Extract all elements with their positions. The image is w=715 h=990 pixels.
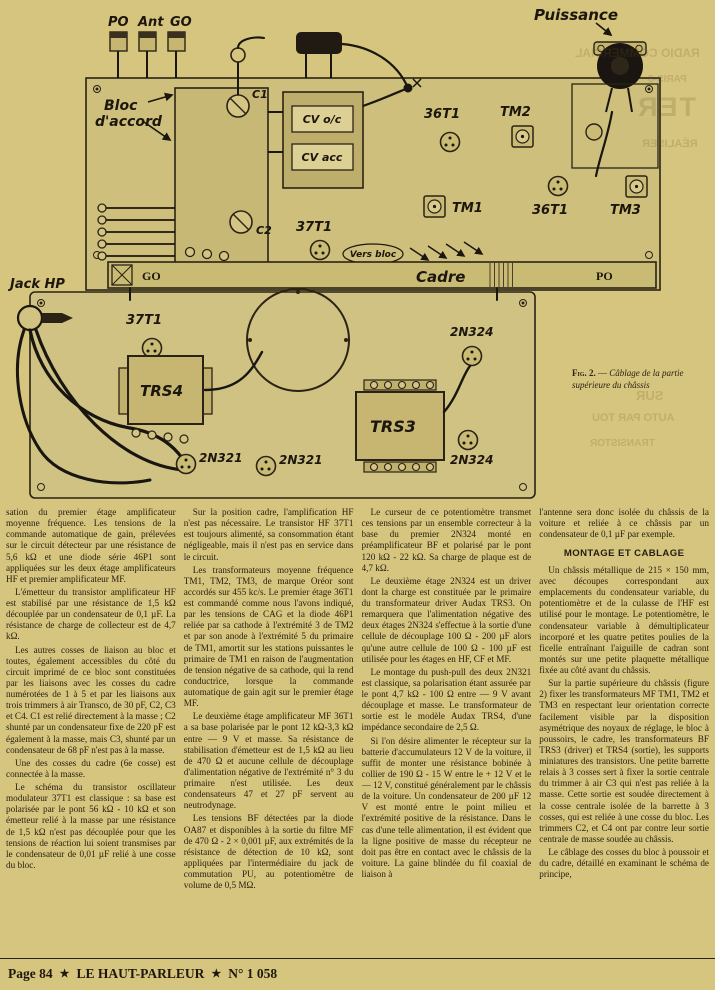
cadre-bar bbox=[108, 262, 656, 288]
chassis-bottom-plate bbox=[30, 292, 535, 498]
bleedthrough-text: TRANSISTOR bbox=[590, 438, 655, 449]
paragraph: Le montage du push-pull des deux 2N321 est classique, sa polarisation étant assurée par le pont 4,7 kΩ - 100 Ω entre — 9 V avant découplage et masse. Le transformateur de sortie est le modèle Audax TRS4, d'une impédance secondaire de 2,5 Ω. bbox=[361, 666, 532, 733]
paragraph: l'antenne sera donc isolée du châssis de la voiture et reliée à ce châssis par un condensateur de 0,1 µF par exemple. bbox=[539, 507, 709, 540]
tm3-label: TM3 bbox=[610, 203, 641, 218]
connector-go-label: GO bbox=[170, 15, 192, 30]
vers-bloc-label: Vers bloc bbox=[349, 250, 397, 260]
figure-caption-text: Câblage de la partie supérieure du châssis bbox=[572, 368, 684, 390]
trs4-label: TRS4 bbox=[140, 382, 184, 400]
text-column-2 bbox=[184, 507, 354, 957]
figure-caption-number: Fig. 2. bbox=[572, 368, 596, 378]
bloc-accord-label-2: d'accord bbox=[95, 114, 162, 130]
bleedthrough-text: RÉALISER bbox=[642, 138, 698, 150]
bleedthrough-text: PARIS-8 bbox=[648, 74, 687, 85]
bleedthrough-text: TER bbox=[636, 92, 696, 122]
paragraph: Les tensions BF détectées par la diode OA87 et disponibles à la sortie du filtre MF de 470 Ω - 2 × 0,001 µF, aux extrémités de la résistance de détection de 10 kΩ, sont appliquées par l'intermédiaire du jack de commutation PU, au potentiomètre de volume de 0,5 MΩ. bbox=[183, 813, 354, 891]
paragraph: L'émetteur du transistor amplificateur HF est stabilisé par une résistance de 1,5 kΩ découplée par un condensateur de 0,1 µF. La résistance de charge de collecteur est de 4,7 kΩ. bbox=[6, 586, 176, 642]
paragraph: Les transformateurs moyenne fréquence TM1, TM2, TM3, de marque Oréor sont accordés sur 455 kc/s. Le premier étage 36T1 est commandé comme nous l'avons indiqué, par les tensions de CAG et la diode 46P1 reliée par sa cathode à l'extrémité 3 de TM2 et par son anode à l'extrémité 5 du primaire de TM1, amortit sur les stations puissantes le primaire de TM1 en raison de l'augmentation de tension négative de sa cathode, qui la rend conductrice, lorsque la commande automatique de gain agit sur le premier étage MF. bbox=[183, 564, 354, 709]
37t1-bottom-label: 37T1 bbox=[126, 313, 163, 328]
article-body bbox=[0, 505, 715, 957]
tm1-label: TM1 bbox=[452, 201, 483, 216]
paragraph: Le câblage des cosses du bloc à poussoir et du cadre, détaillé en examinant le schéma de principe, bbox=[539, 847, 709, 880]
paragraph: Les autres cosses de liaison au bloc et toutes, également accessibles du côté du circuit imprimé de ce bloc sont constituées par les liaisons avec les cosses du cadre numérotées de 1 à 5 et par les liaisons aux trois trimmers à air Transco, de 30 pF, C2, C3 et C4. C1 est relié directement à la masse ; C2 shunté par un condensateur fixe de 220 pF est également à la masse, mais C3, shunté par un condensateur de 68 pF n'est pas à la masse. bbox=[6, 644, 176, 755]
36t1-first-label: 36T1 bbox=[424, 107, 461, 122]
cv-oc-label: CV o/c bbox=[302, 113, 342, 126]
paragraph: Si l'on désire alimenter le récepteur sur la batterie d'accumulateurs 12 V de la voiture, il suffit de monter une résistance bobinée à collier de 190 Ω - 15 W entre le + 12 V et le — 12 V, constitué généralement par le châssis de la voiture. Un condensateur de 200 µF 12 V est monté entre le point milieu et l'extrémité positive de la résistance. Dans le cas d'une telle alimentation, il est évident que la ligne positive de masse du récepteur ne doit pas être en contact avec le châssis de la voiture. La gaine blindée du fil coaxial de liaison à bbox=[361, 735, 532, 879]
trs3-label: TRS3 bbox=[370, 417, 416, 436]
tm2-label: TM2 bbox=[500, 105, 531, 120]
footer-page-number: Page 84 bbox=[8, 966, 53, 981]
bleedthrough-text: AUTO PAR TOU bbox=[592, 412, 675, 424]
cadre-label: Cadre bbox=[416, 268, 466, 286]
jack-hp-label: Jack HP bbox=[10, 277, 65, 292]
cadre-go-label: GO bbox=[142, 269, 161, 283]
connector-po-label: PO bbox=[108, 15, 129, 30]
footer-issue-number: N° 1 058 bbox=[228, 966, 278, 981]
cadre-po-label: PO bbox=[596, 269, 613, 283]
2n324-first-label: 2N324 bbox=[450, 325, 494, 339]
paragraph: Sur la partie supérieure du châssis (figure 2) fixer les transformateurs MF TM1, TM2 et TM3 en respectant leur orientation correcte facilement visible par la disposition asymétrique des noyaux de réglage, le bloc à poussoirs, le cadre, les transformateurs BF TRS3 (driver) et TRS4 (sortie), les supports miniatures des transistors. Une petite barrette relais à 3 cosses sert à fixer la sortie centrale du trimmer à air C3 qui n'est pas reliée à la masse. Cette sortie est soudée directement à la cosse centrale isolée de la barrette à 3 cosses, qui est reliée à une cosse du bloc. Les trimmers C2, et C4 ont par contre leur sortie centrale de masse soudée au châssis. bbox=[539, 678, 709, 844]
cv-acc-label: CV acc bbox=[301, 151, 343, 164]
paragraph: Un châssis métallique de 215 × 150 mm, avec découpes correspondant aux emplacements du condensateur variable, du potentiomètre et de la culasse de l'HF est utilisé pour le montage. Le potentiomètre, le condensateur variable à démultiplicateur incorporé et les quatre petites poulies de la ficelle entraînant l'aiguille de cadran sont montés sur une petite plaquette métallique fixée au côté avant du châssis. bbox=[539, 564, 709, 676]
text-column-1 bbox=[6, 507, 176, 957]
paragraph: Une des cosses du cadre (6e cosse) est connectée à la masse. bbox=[6, 757, 176, 779]
bloc-accord-label-1: Bloc bbox=[104, 98, 138, 114]
text-column-4 bbox=[539, 507, 709, 957]
transformer-trs3 bbox=[356, 380, 444, 472]
star-icon: ★ bbox=[59, 968, 70, 980]
text-column-3 bbox=[362, 507, 532, 957]
antenna-connectors bbox=[108, 15, 192, 78]
2n321-first-label: 2N321 bbox=[199, 451, 243, 465]
paragraph: Sur la position cadre, l'amplification HF n'est pas nécessaire. Le transistor HF 37T1 est toujours alimenté, sa consommation étant négligeable, mais il n'est pas en service dans le circuit. bbox=[183, 507, 354, 562]
paragraph: Le schéma du transistor oscillateur modulateur 37T1 est classique : sa base est polarisée par le pont 56 kΩ - 10 kΩ et son émetteur relié à la masse par une résistance de 1,5 kΩ n'est pas découplée pour que les tensions de réaction lui soient transmises par le condensateur de 0,01 µF relié à une cosse du bloc. bbox=[6, 782, 176, 870]
bleedthrough-text: RADIO COMMERCIAL bbox=[575, 46, 700, 60]
paragraph: MONTAGE ET CABLAGE bbox=[563, 548, 685, 560]
36t1-second-label: 36T1 bbox=[532, 203, 569, 218]
2n321-second-label: 2N321 bbox=[279, 453, 323, 467]
footer-magazine-title: LE HAUT-PARLEUR bbox=[76, 966, 205, 981]
figure-caption: Fig. 2. — Câblage de la partie supérieure du châssis bbox=[572, 368, 684, 390]
bleedthrough-text: SUR bbox=[636, 388, 664, 403]
puissance-arrow bbox=[596, 23, 611, 35]
paragraph: Le deuxième étage amplificateur MF 36T1 a sa base polarisée par le pont 12 kΩ-3,3 kΩ entre — 9 V et masse. Sa résistance de stabilisation d'émetteur est de 1,5 kΩ au lieu de 470 Ω et aucune cellule de découplage d'alimentation négative de l'extrémité n° 3 du primaire n'est utilisée. Les deux condensateurs 47 et 27 pF servent au neutrodynage. bbox=[183, 711, 354, 811]
paragraph: Le deuxième étage 2N324 est un driver dont la charge est constituée par le primaire du transformateur driver Audax TRS3. On remarquera que l'alimentation négative des deux étages 2N324 s'effectue à la sortie d'une cellule de découplage 100 Ω - 200 µF alors qu'une autre cellule de 100 Ω - 100 µF est utilisée pour les étages en HF, CF et MF. bbox=[361, 575, 532, 664]
paragraph: Le curseur de ce potentiomètre transmet ces tensions par un ensemble correcteur à la base du premier 2N324 monté en préamplificateur BF et polarisé par le pont 120 kΩ - 22 kΩ. Sa charge de plaque est de 4,7 kΩ. bbox=[361, 507, 532, 573]
paragraph: sation du premier étage amplificateur moyenne fréquence. Les tensions de la commande automatique de gain, prélevées sur le circuit détecteur par une résistance de 5,6 kΩ et une diode série 46P1 sont appliquées sur les deux étage amplificateurs HF et premier amplificateur MF. bbox=[6, 507, 176, 584]
antenna-coil bbox=[296, 32, 342, 78]
page-footer bbox=[0, 958, 715, 982]
c2-label: C2 bbox=[256, 224, 272, 237]
c1-label: C1 bbox=[252, 88, 268, 101]
puissance-label: Puissance bbox=[534, 6, 619, 24]
star-icon: ★ bbox=[211, 968, 222, 980]
37t1-top-label: 37T1 bbox=[296, 220, 333, 235]
tuning-capacitor bbox=[268, 92, 363, 188]
connector-ant-label: Ant bbox=[138, 15, 164, 30]
2n324-second-label: 2N324 bbox=[450, 453, 494, 467]
